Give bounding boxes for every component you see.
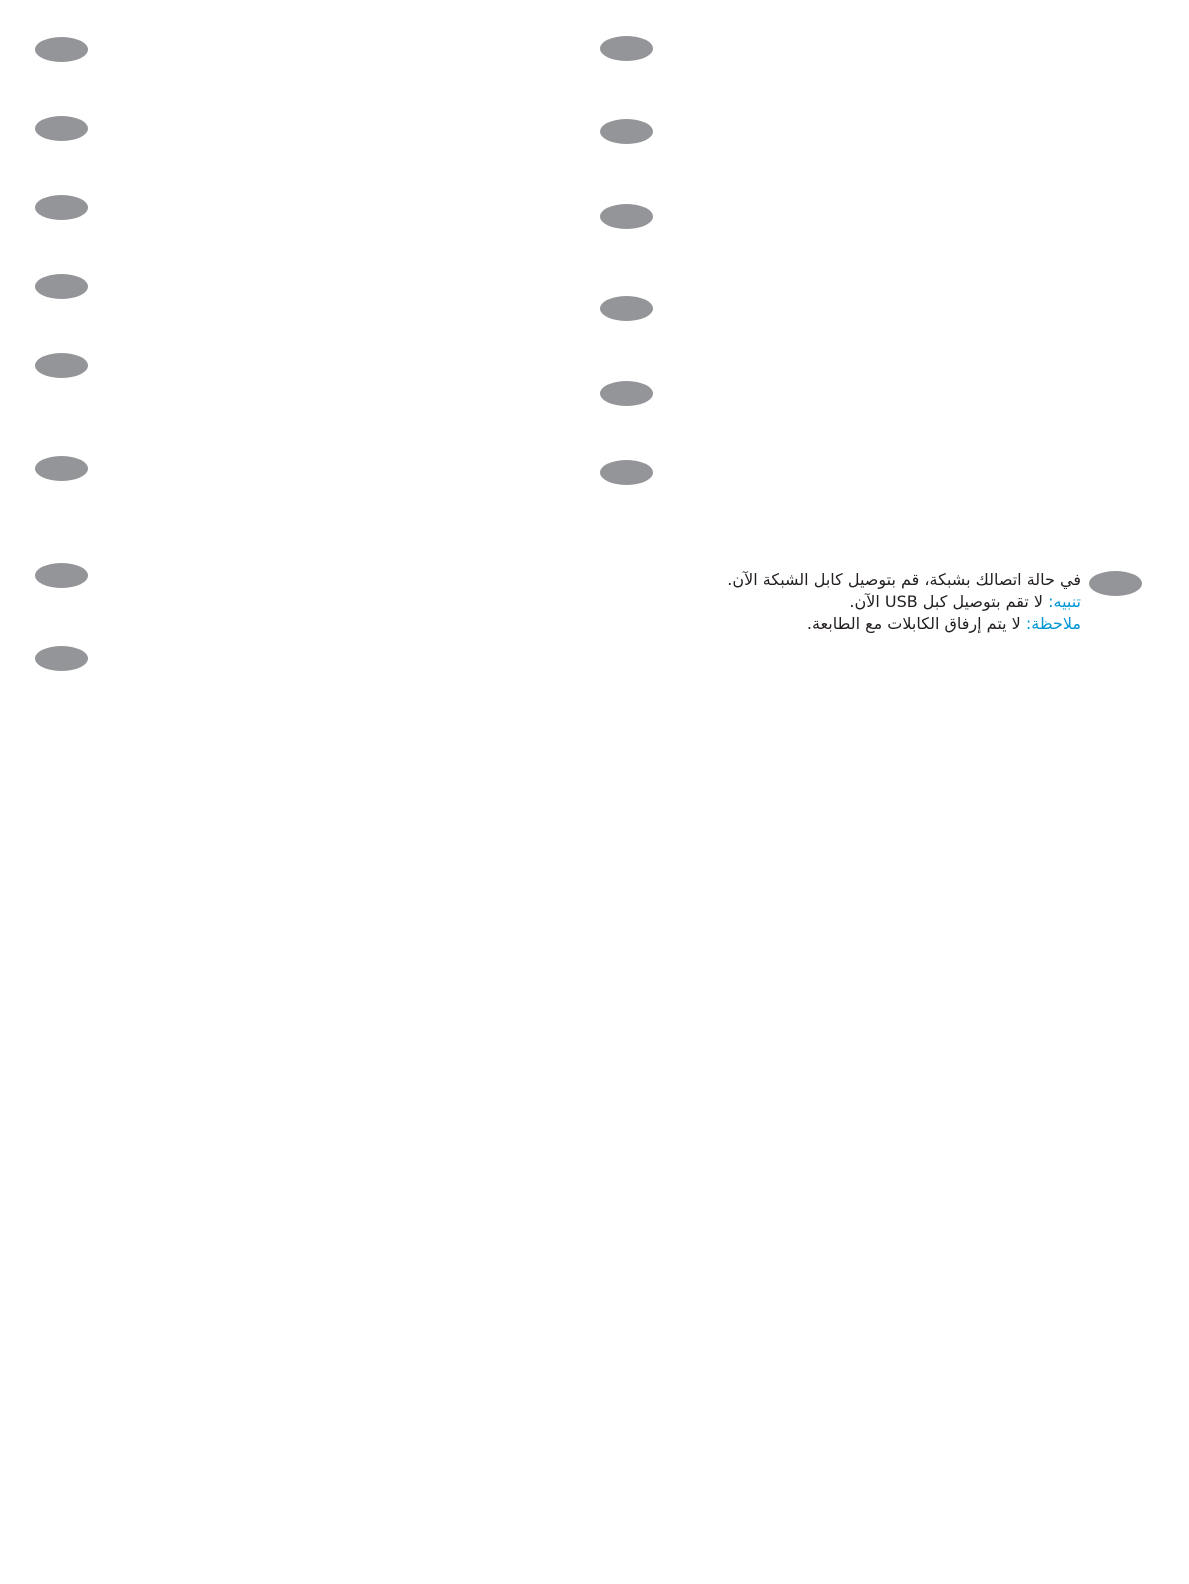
language-badge	[600, 36, 653, 61]
language-badge	[35, 116, 88, 141]
caution-label: تنبيه:	[1048, 592, 1081, 611]
language-badge-arabic	[1089, 571, 1142, 596]
instruction-block	[521, 569, 1081, 635]
caution-line	[521, 591, 1081, 613]
language-badge	[35, 353, 88, 378]
language-badge	[35, 563, 88, 588]
note-label: ملاحظة:	[1025, 614, 1081, 633]
caution-text: لا تقم بتوصيل كبل USB الآن.	[849, 592, 1049, 611]
language-badge	[35, 456, 88, 481]
language-badge	[600, 204, 653, 229]
instruction-main: في حالة اتصالك بشبكة، قم بتوصيل كابل الشبكة الآن.	[727, 570, 1081, 589]
language-badge	[35, 195, 88, 220]
note-text: لا يتم إرفاق الكابلات مع الطابعة.	[806, 614, 1026, 633]
language-badge	[35, 646, 88, 671]
language-badge	[35, 37, 88, 62]
language-badge	[35, 274, 88, 299]
language-badge	[600, 460, 653, 485]
language-badge	[600, 381, 653, 406]
language-badge	[600, 119, 653, 144]
language-badge	[600, 296, 653, 321]
note-line	[521, 613, 1081, 635]
